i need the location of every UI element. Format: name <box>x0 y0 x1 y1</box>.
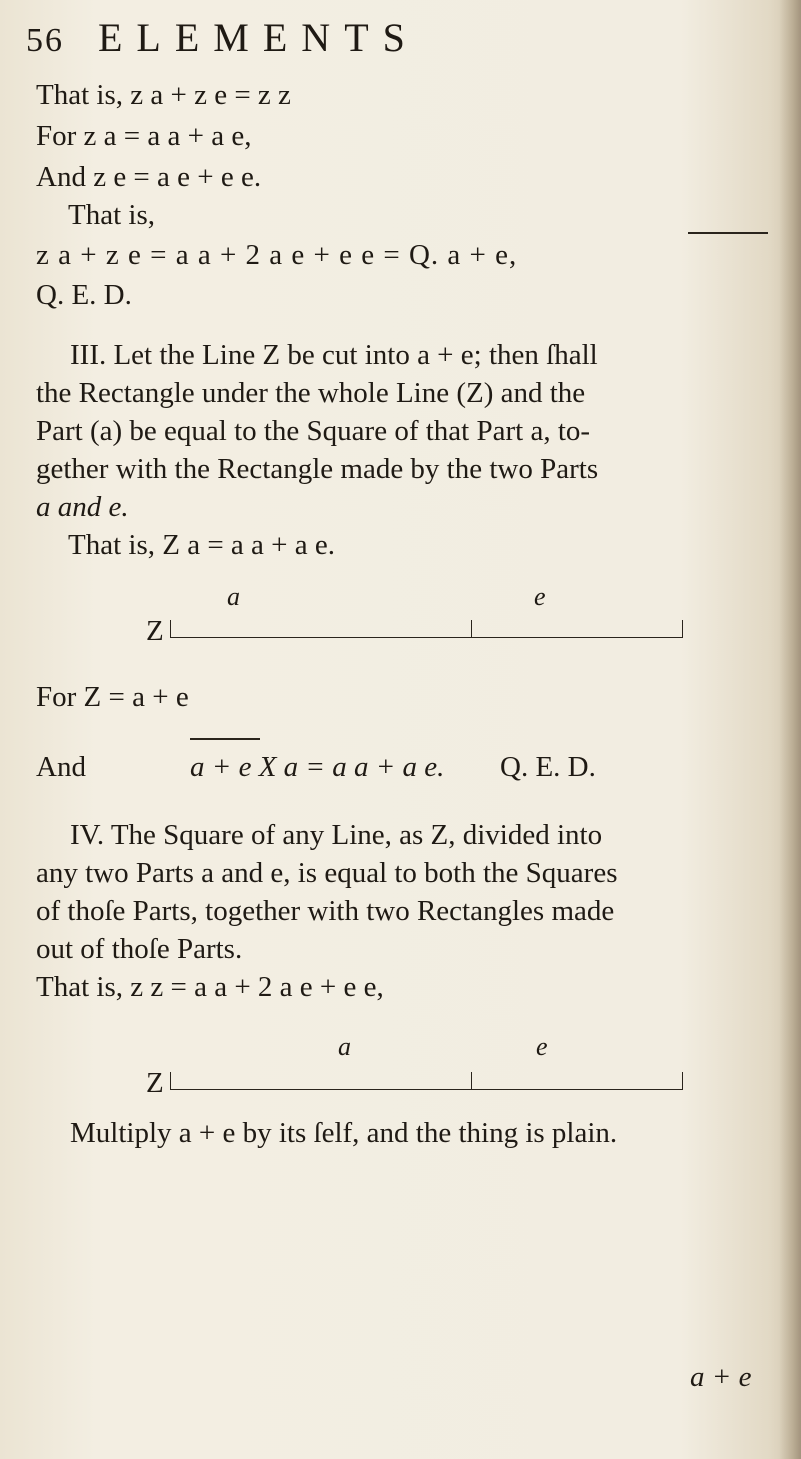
page-number: 56 <box>26 22 64 59</box>
for-z-equals: For Z = a + e <box>36 681 189 713</box>
diagram-2-segment <box>170 1072 683 1090</box>
diagram-1-segment-a <box>171 637 471 638</box>
line-and-ze: And z e = a e + e e. <box>36 161 262 193</box>
line-that-is: That is, <box>68 199 155 231</box>
running-header <box>26 14 419 61</box>
diagram-1-tick-end <box>682 620 683 638</box>
prop-4-conclusion: Multiply a + e by its ſelf, and the thing is plain. <box>70 1117 618 1149</box>
page-edge-shadow <box>779 0 801 1459</box>
diagram-1-label-e: e <box>534 582 546 611</box>
diagram-2-tick-end <box>682 1072 683 1090</box>
prop-3-line-3: Part (a) be equal to the Square of that Part a, to- <box>36 415 591 447</box>
prop-4-line-3: of thoſe Parts, together with two Rectangles made <box>36 895 615 927</box>
diagram-1-tick-start <box>170 620 171 638</box>
diagram-1-segment-e <box>472 637 682 638</box>
diagram-1-label-a: a <box>227 582 240 611</box>
prop-4-line-1: IV. The Square of any Line, as Z, divided into <box>70 819 603 851</box>
line-that-is-za: That is, z a + z e = z z <box>36 79 291 111</box>
diagram-2-line-label: Z <box>146 1067 164 1099</box>
prop-4-line-4: out of thoſe Parts. <box>36 933 243 965</box>
and-label: And <box>36 751 86 783</box>
prop-4-equation: That is, z z = a a + 2 a e + e e, <box>36 971 384 1003</box>
and-expression: a + e X a = a a + a e. <box>190 751 445 783</box>
qed-1: Q. E. D. <box>36 279 132 311</box>
diagram-2-tick-start <box>170 1072 171 1090</box>
equation-square: z a + z e = a a + 2 a e + e e = Q. a + e, <box>36 239 518 271</box>
qed-2: Q. E. D. <box>500 751 596 783</box>
prop-3-equation: That is, Z a = a a + a e. <box>68 529 336 561</box>
vinculum-a-plus-e-2 <box>190 738 260 740</box>
diagram-2-segment-e <box>472 1089 682 1090</box>
prop-3-line-1: III. Let the Line Z be cut into a + e; then ſhall <box>70 339 598 371</box>
diagram-1-line-label: Z <box>146 615 164 647</box>
diagram-2-segment-a <box>171 1089 471 1090</box>
line-for-za: For z a = a a + a e, <box>36 120 252 152</box>
diagram-2-label-e: e <box>536 1032 548 1061</box>
running-title: ELEMENTS <box>98 15 419 60</box>
bottom-expression: a + e <box>690 1361 752 1393</box>
prop-3-line-5: a and e. <box>36 491 129 523</box>
prop-3-line-4: gether with the Rectangle made by the two Parts <box>36 453 599 485</box>
vinculum-a-plus-e <box>688 232 768 234</box>
diagram-2-label-a: a <box>338 1032 351 1061</box>
diagram-1-tick-mid <box>471 620 472 638</box>
prop-4-line-2: any two Parts a and e, is equal to both the Squares <box>36 857 618 889</box>
diagram-2-tick-mid <box>471 1072 472 1090</box>
diagram-1-segment <box>170 620 683 638</box>
prop-3-line-2: the Rectangle under the whole Line (Z) and the <box>36 377 586 409</box>
